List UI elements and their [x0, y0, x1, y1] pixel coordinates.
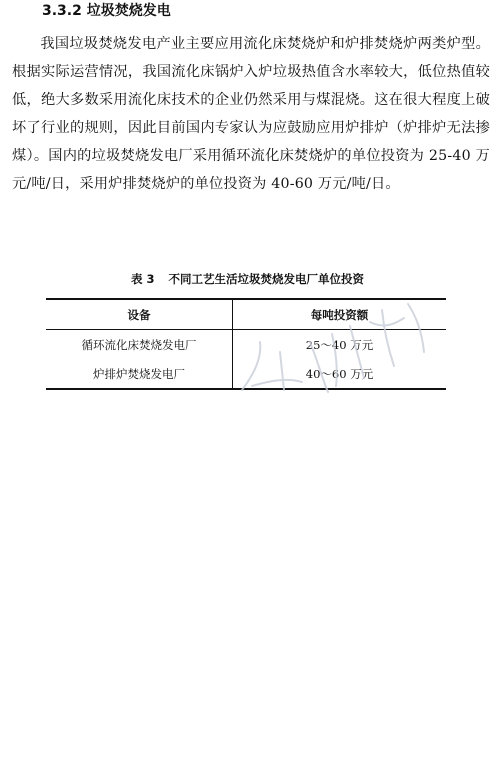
table-cell-investment: 25～40 万元 [305, 337, 374, 352]
table-header-equipment: 设备 [46, 299, 233, 330]
table-row [46, 359, 446, 389]
table-cell-investment: 40～60 万元 [233, 359, 447, 389]
table-caption-title: 不同工艺生活垃圾焚烧发电厂单位投资 [168, 272, 364, 286]
table-caption-number: 表 3 [130, 272, 155, 286]
table-cell-equipment: 炉排炉焚烧发电厂 [46, 359, 233, 389]
paragraph-furnace-types: 我国垃圾焚烧发电产业主要应用流化床焚烧炉和炉排焚烧炉两类炉型。根据实际运营情况，我国流化床锅炉入炉垃圾热值含水率较大，低位热值较低，绝大多数采用流化床技术的企业仍然采用与煤混烧。这在很大程度上破坏了行业的规则，因此目前国内专家认为应鼓励应用炉排炉（炉排炉无法掺煤）。国内的垃圾焚烧发电厂采用循环流化床焚烧炉的单位投资为 25-40 万元/吨/日，采用炉排焚烧炉的单位投资为 40-60 万元/吨/日。 [12, 36, 490, 192]
section-heading: 3.3.2 垃圾焚烧发电 [42, 3, 171, 19]
table-header-investment: 每吨投资额 [233, 299, 447, 330]
table-cell-equipment: 循环流化床焚烧发电厂 [46, 330, 233, 360]
investment-table [46, 298, 446, 390]
table-row [46, 330, 446, 360]
table-header-row [46, 299, 446, 330]
table-caption [0, 271, 495, 287]
